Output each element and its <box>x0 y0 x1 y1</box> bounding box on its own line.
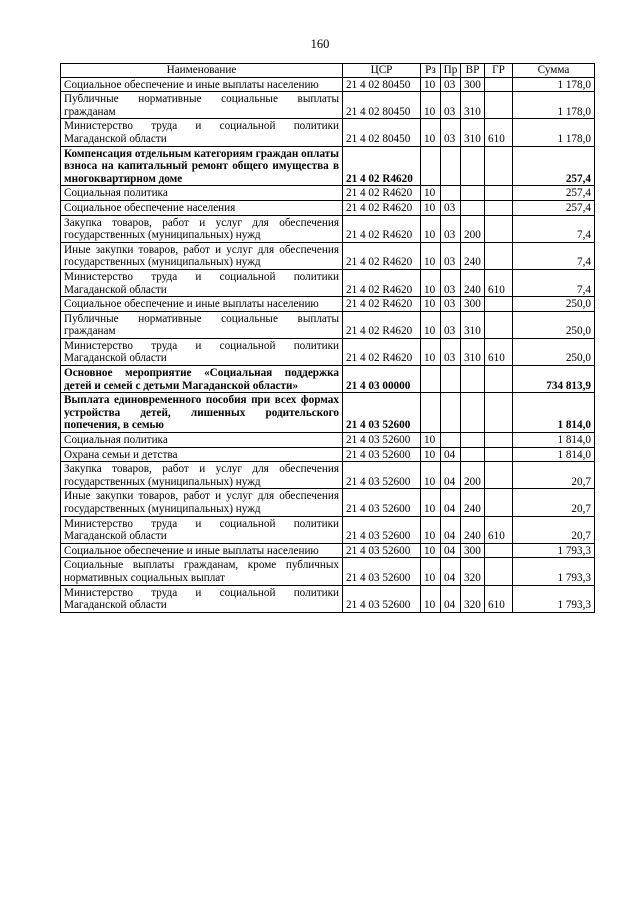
cell-csr: 21 4 02 R4620 <box>343 146 421 186</box>
table-row <box>61 585 595 612</box>
cell-sum: 1 814,0 <box>513 393 595 433</box>
cell-name: Закупка товаров, работ и услуг для обеспечения государственных (муниципальных) нужд <box>61 462 343 489</box>
cell-gr <box>485 311 513 338</box>
cell-sum: 734 813,9 <box>513 366 595 393</box>
cell-vr <box>461 433 485 448</box>
cell-sum: 1 814,0 <box>513 447 595 462</box>
cell-csr: 21 4 02 R4620 <box>343 242 421 269</box>
cell-rz: 10 <box>421 433 441 448</box>
cell-sum: 7,4 <box>513 269 595 296</box>
cell-name: Основное мероприятие «Социальная поддержка детей и семей с детьми Магаданской области» <box>61 366 343 393</box>
cell-rz: 10 <box>421 215 441 242</box>
cell-gr <box>485 242 513 269</box>
cell-name: Публичные нормативные социальные выплаты гражданам <box>61 92 343 119</box>
budget-table <box>60 63 595 613</box>
cell-vr <box>461 447 485 462</box>
cell-pr <box>441 393 461 433</box>
cell-pr <box>441 146 461 186</box>
cell-vr: 240 <box>461 516 485 543</box>
cell-gr <box>485 366 513 393</box>
cell-rz: 10 <box>421 558 441 585</box>
cell-gr <box>485 92 513 119</box>
cell-gr: 610 <box>485 269 513 296</box>
cell-rz: 10 <box>421 200 441 215</box>
cell-rz: 10 <box>421 186 441 201</box>
table-row <box>61 269 595 296</box>
table-row <box>61 462 595 489</box>
cell-vr <box>461 393 485 433</box>
table-row <box>61 297 595 312</box>
cell-pr: 04 <box>441 516 461 543</box>
cell-name: Социальные выплаты гражданам, кроме публичных нормативных социальных выплат <box>61 558 343 585</box>
cell-gr: 610 <box>485 516 513 543</box>
header-vr: ВР <box>461 64 485 78</box>
cell-vr: 300 <box>461 297 485 312</box>
cell-csr: 21 4 02 R4620 <box>343 200 421 215</box>
cell-name: Министерство труда и социальной политики Магаданской области <box>61 119 343 146</box>
cell-pr: 03 <box>441 77 461 92</box>
cell-name: Социальная политика <box>61 186 343 201</box>
cell-name: Охрана семьи и детства <box>61 447 343 462</box>
header-name: Наименование <box>61 64 343 78</box>
table-row <box>61 92 595 119</box>
cell-sum: 1 814,0 <box>513 433 595 448</box>
cell-csr: 21 4 03 52600 <box>343 585 421 612</box>
cell-pr <box>441 186 461 201</box>
cell-gr: 610 <box>485 119 513 146</box>
table-row <box>61 543 595 558</box>
cell-sum: 1 793,3 <box>513 543 595 558</box>
header-csr: ЦСР <box>343 64 421 78</box>
header-gr: ГР <box>485 64 513 78</box>
cell-rz: 10 <box>421 585 441 612</box>
cell-gr <box>485 558 513 585</box>
cell-csr: 21 4 03 52600 <box>343 516 421 543</box>
cell-sum: 7,4 <box>513 215 595 242</box>
table-row <box>61 146 595 186</box>
cell-name: Публичные нормативные социальные выплаты гражданам <box>61 311 343 338</box>
cell-vr: 240 <box>461 269 485 296</box>
cell-vr: 310 <box>461 311 485 338</box>
cell-rz: 10 <box>421 311 441 338</box>
cell-sum: 20,7 <box>513 489 595 516</box>
cell-sum: 1 178,0 <box>513 92 595 119</box>
cell-sum: 257,4 <box>513 146 595 186</box>
cell-gr <box>485 146 513 186</box>
cell-sum: 250,0 <box>513 311 595 338</box>
cell-pr <box>441 433 461 448</box>
cell-name: Социальное обеспечение и иные выплаты населению <box>61 297 343 312</box>
cell-pr: 04 <box>441 462 461 489</box>
cell-csr: 21 4 02 80450 <box>343 119 421 146</box>
cell-name: Компенсация отдельным категориям граждан оплаты взноса на капитальный ремонт общего имущества в многоквартирном доме <box>61 146 343 186</box>
table-row <box>61 186 595 201</box>
cell-vr: 300 <box>461 543 485 558</box>
table-row <box>61 447 595 462</box>
cell-csr: 21 4 02 R4620 <box>343 311 421 338</box>
cell-name: Министерство труда и социальной политики Магаданской области <box>61 338 343 365</box>
cell-pr: 03 <box>441 338 461 365</box>
cell-pr: 03 <box>441 200 461 215</box>
cell-gr <box>485 77 513 92</box>
cell-sum: 1 793,3 <box>513 585 595 612</box>
cell-sum: 1 178,0 <box>513 77 595 92</box>
table-row <box>61 433 595 448</box>
cell-sum: 20,7 <box>513 516 595 543</box>
cell-rz: 10 <box>421 516 441 543</box>
cell-pr: 03 <box>441 215 461 242</box>
table-row <box>61 242 595 269</box>
cell-sum: 20,7 <box>513 462 595 489</box>
cell-rz: 10 <box>421 119 441 146</box>
cell-csr: 21 4 03 52600 <box>343 393 421 433</box>
table-body <box>61 77 595 612</box>
cell-vr <box>461 186 485 201</box>
cell-rz: 10 <box>421 447 441 462</box>
cell-gr: 610 <box>485 338 513 365</box>
cell-gr <box>485 489 513 516</box>
cell-rz: 10 <box>421 543 441 558</box>
cell-name: Иные закупки товаров, работ и услуг для обеспечения государственных (муниципальных) нужд <box>61 242 343 269</box>
cell-sum: 1 178,0 <box>513 119 595 146</box>
cell-vr: 310 <box>461 119 485 146</box>
cell-csr: 21 4 03 00000 <box>343 366 421 393</box>
cell-vr <box>461 200 485 215</box>
cell-csr: 21 4 03 52600 <box>343 543 421 558</box>
table-row <box>61 200 595 215</box>
cell-pr: 03 <box>441 297 461 312</box>
cell-gr <box>485 462 513 489</box>
table-row <box>61 393 595 433</box>
cell-csr: 21 4 02 R4620 <box>343 269 421 296</box>
cell-pr <box>441 366 461 393</box>
cell-gr: 610 <box>485 585 513 612</box>
table-row <box>61 516 595 543</box>
cell-pr: 03 <box>441 269 461 296</box>
table-header <box>61 64 595 78</box>
cell-gr <box>485 200 513 215</box>
table-row <box>61 77 595 92</box>
cell-vr: 240 <box>461 489 485 516</box>
cell-name: Социальная политика <box>61 433 343 448</box>
cell-pr: 03 <box>441 242 461 269</box>
cell-sum: 7,4 <box>513 242 595 269</box>
table-row <box>61 366 595 393</box>
cell-rz: 10 <box>421 297 441 312</box>
cell-csr: 21 4 02 R4620 <box>343 215 421 242</box>
cell-sum: 257,4 <box>513 200 595 215</box>
cell-csr: 21 4 03 52600 <box>343 462 421 489</box>
cell-gr <box>485 186 513 201</box>
table-row <box>61 338 595 365</box>
cell-csr: 21 4 03 52600 <box>343 447 421 462</box>
cell-gr <box>485 215 513 242</box>
cell-pr: 04 <box>441 543 461 558</box>
cell-csr: 21 4 02 R4620 <box>343 186 421 201</box>
cell-pr: 04 <box>441 447 461 462</box>
table-row <box>61 311 595 338</box>
cell-rz: 10 <box>421 77 441 92</box>
table-row <box>61 215 595 242</box>
cell-csr: 21 4 02 R4620 <box>343 297 421 312</box>
cell-vr <box>461 146 485 186</box>
cell-name: Выплата единовременного пособия при всех формах устройства детей, лишенных родительского попечения, в семью <box>61 393 343 433</box>
cell-pr: 03 <box>441 311 461 338</box>
cell-vr <box>461 366 485 393</box>
cell-name: Министерство труда и социальной политики Магаданской области <box>61 585 343 612</box>
cell-vr: 310 <box>461 338 485 365</box>
cell-name: Социальное обеспечение населения <box>61 200 343 215</box>
cell-vr: 300 <box>461 77 485 92</box>
cell-name: Министерство труда и социальной политики Магаданской области <box>61 269 343 296</box>
table-row <box>61 489 595 516</box>
table-row <box>61 558 595 585</box>
cell-vr: 320 <box>461 558 485 585</box>
cell-csr: 21 4 03 52600 <box>343 489 421 516</box>
cell-rz: 10 <box>421 338 441 365</box>
cell-sum: 250,0 <box>513 297 595 312</box>
cell-csr: 21 4 03 52600 <box>343 433 421 448</box>
cell-rz: 10 <box>421 242 441 269</box>
header-row <box>61 64 595 78</box>
cell-gr <box>485 393 513 433</box>
header-rz: Рз <box>421 64 441 78</box>
header-sum: Сумма <box>513 64 595 78</box>
cell-csr: 21 4 03 52600 <box>343 558 421 585</box>
cell-sum: 250,0 <box>513 338 595 365</box>
cell-rz: 10 <box>421 269 441 296</box>
cell-rz <box>421 146 441 186</box>
cell-csr: 21 4 02 80450 <box>343 92 421 119</box>
cell-rz: 10 <box>421 462 441 489</box>
cell-rz <box>421 393 441 433</box>
cell-name: Социальное обеспечение и иные выплаты населению <box>61 543 343 558</box>
cell-pr: 04 <box>441 489 461 516</box>
cell-sum: 1 793,3 <box>513 558 595 585</box>
cell-name: Министерство труда и социальной политики Магаданской области <box>61 516 343 543</box>
cell-name: Социальное обеспечение и иные выплаты населению <box>61 77 343 92</box>
cell-pr: 03 <box>441 92 461 119</box>
cell-vr: 320 <box>461 585 485 612</box>
cell-csr: 21 4 02 80450 <box>343 77 421 92</box>
cell-csr: 21 4 02 R4620 <box>343 338 421 365</box>
cell-rz: 10 <box>421 489 441 516</box>
cell-sum: 257,4 <box>513 186 595 201</box>
cell-pr: 04 <box>441 558 461 585</box>
cell-name: Иные закупки товаров, работ и услуг для обеспечения государственных (муниципальных) нужд <box>61 489 343 516</box>
cell-vr: 200 <box>461 462 485 489</box>
cell-pr: 03 <box>441 119 461 146</box>
cell-name: Закупка товаров, работ и услуг для обеспечения государственных (муниципальных) нужд <box>61 215 343 242</box>
cell-rz <box>421 366 441 393</box>
table-row <box>61 119 595 146</box>
cell-pr: 04 <box>441 585 461 612</box>
cell-vr: 200 <box>461 215 485 242</box>
cell-gr <box>485 297 513 312</box>
header-pr: Пр <box>441 64 461 78</box>
cell-vr: 310 <box>461 92 485 119</box>
cell-gr <box>485 447 513 462</box>
cell-rz: 10 <box>421 92 441 119</box>
cell-vr: 240 <box>461 242 485 269</box>
page-number: 160 <box>310 37 330 51</box>
cell-gr <box>485 433 513 448</box>
cell-gr <box>485 543 513 558</box>
